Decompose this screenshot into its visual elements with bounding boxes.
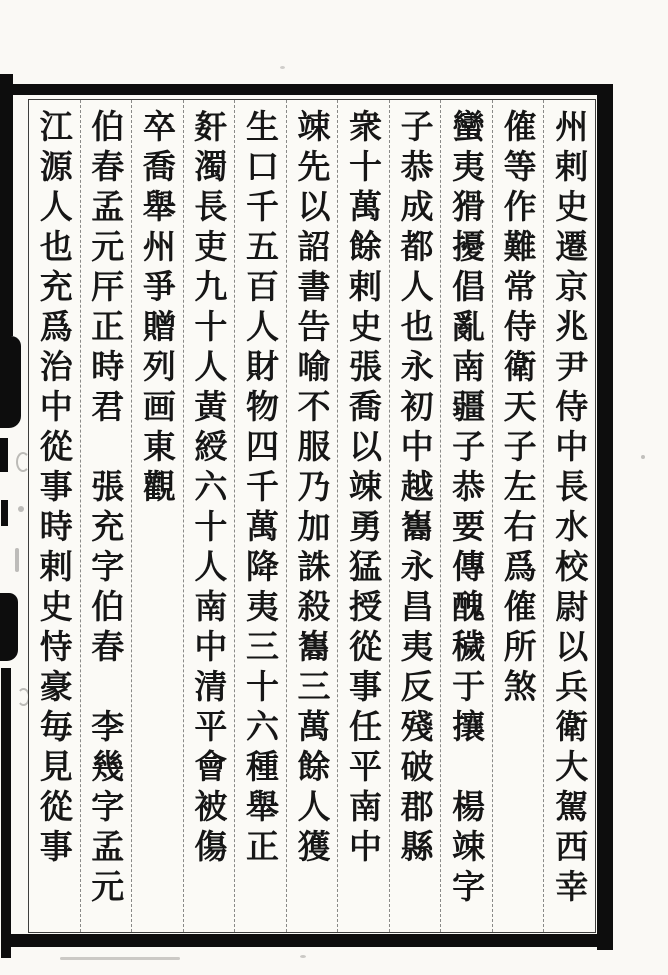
frame-bottom-border xyxy=(8,934,612,947)
fold-line-mark xyxy=(15,548,19,572)
frame-top-border xyxy=(8,84,612,95)
column-text: 伯春孟元厈正時君 張充字伯春 李幾字孟元 xyxy=(86,109,126,909)
text-column-5 xyxy=(337,100,389,932)
text-column-10 xyxy=(80,100,132,932)
column-text: 傕等作難常侍衛天子左右爲傕所煞 xyxy=(498,109,538,709)
column-text: 蠻夷猾擾倡亂南疆子恭要傳醜穢于攘 楊竦字 xyxy=(447,109,487,909)
text-column-6 xyxy=(286,100,338,932)
column-text: 竦先以詔書告喻不服乃加誅殺雟三萬餘人獲 xyxy=(292,109,332,869)
column-text: 生口千五百人財物四千萬降夷三十六種舉正 xyxy=(240,109,280,869)
text-column-4 xyxy=(389,100,441,932)
column-text: 江源人也充爲治中從事時剌史恃豪毎見從事 xyxy=(34,109,74,869)
scan-artifact xyxy=(280,66,285,69)
gutter-bar-segment xyxy=(1,500,8,526)
text-column-8 xyxy=(183,100,235,932)
column-text: 卒喬舉州爭贈列画東觀 xyxy=(137,109,177,509)
text-column-9 xyxy=(131,100,183,932)
column-text: 州剌史遷京兆尹侍中長水校尉以兵衛大駕西幸 xyxy=(550,109,590,909)
gutter-ink-blob xyxy=(0,336,21,428)
text-column-1 xyxy=(543,100,595,932)
scan-artifact xyxy=(60,957,180,960)
column-text: 子恭成都人也永初中越雟永昌夷反殘破郡縣 xyxy=(395,109,435,869)
gutter-bar-segment xyxy=(1,668,11,958)
scan-artifact xyxy=(300,955,306,958)
gutter-ink-blob xyxy=(0,593,18,661)
column-text: 姧濁長吏九十人黃綬六十人南中清平會被傷 xyxy=(189,109,229,869)
gutter-bar-segment xyxy=(0,74,13,336)
fold-line-mark xyxy=(18,506,24,512)
scan-artifact xyxy=(641,455,645,459)
gutter-bar-segment xyxy=(0,438,8,472)
text-column-11 xyxy=(29,100,80,932)
frame-right-border xyxy=(597,84,613,950)
text-block xyxy=(28,99,596,933)
text-column-2 xyxy=(492,100,544,932)
text-column-7 xyxy=(234,100,286,932)
column-text: 衆十萬餘剌史張喬以竦勇猛授從事任平南中 xyxy=(344,109,384,869)
text-column-3 xyxy=(440,100,492,932)
